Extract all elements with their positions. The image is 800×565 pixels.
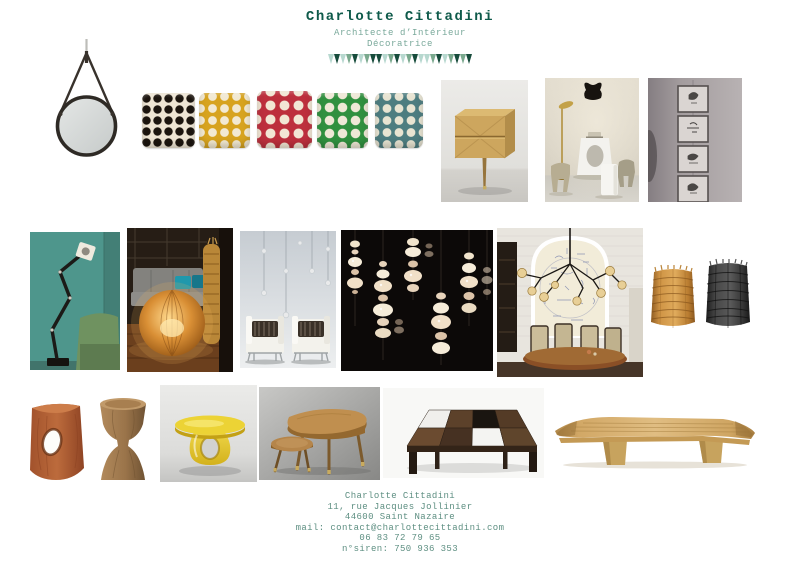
rattan-orb-photo <box>127 228 233 372</box>
footer-name: Charlotte Cittadini <box>344 491 456 501</box>
turned-stool-image <box>95 394 151 483</box>
footer-phone: 06 83 72 79 65 <box>359 533 441 543</box>
restaurant-photo <box>497 228 643 377</box>
subtitle-role-2: Décoratrice <box>366 39 433 49</box>
triangle-banner <box>0 54 800 65</box>
wood-slab-table-image <box>553 407 758 469</box>
mirror-graphic <box>55 38 118 160</box>
banner-triangle <box>466 54 472 64</box>
teal-room-photo <box>30 232 120 370</box>
yellow-table-photo <box>160 385 257 482</box>
nesting-tables-photo <box>259 387 380 480</box>
footer-street: 11, rue Jacques Jollinier <box>327 501 473 512</box>
nightstand-photo <box>441 80 528 202</box>
natural-wicker-shade-image <box>648 264 698 332</box>
footer <box>0 491 800 554</box>
patchwork-table-photo <box>383 388 544 478</box>
cushion-cream-black-dots <box>142 93 195 148</box>
mirror-image <box>55 38 118 160</box>
header <box>0 0 800 65</box>
cushion-mustard-dots <box>199 93 250 148</box>
footer-email: mail: contact@charlottecittadini.com <box>295 522 505 533</box>
framed-prints-photo <box>648 78 742 202</box>
cushion-red-dots <box>257 91 312 148</box>
white-armchairs-photo <box>240 231 336 368</box>
pierced-stool-image <box>25 398 87 482</box>
page-title: Charlotte Cittadini <box>305 9 495 25</box>
footer-siren: n°siren: 750 936 353 <box>341 543 459 554</box>
footer-city: 44600 Saint Nazaire <box>344 512 456 522</box>
cushion-green-dots <box>317 93 368 148</box>
black-wicker-shade-image <box>702 258 754 332</box>
pearl-pendants-photo <box>341 230 493 371</box>
cushion-teal-dots <box>375 93 423 148</box>
subtitle-role: Architecte d’Intérieur <box>333 28 467 38</box>
plaster-scene-photo <box>545 78 639 202</box>
